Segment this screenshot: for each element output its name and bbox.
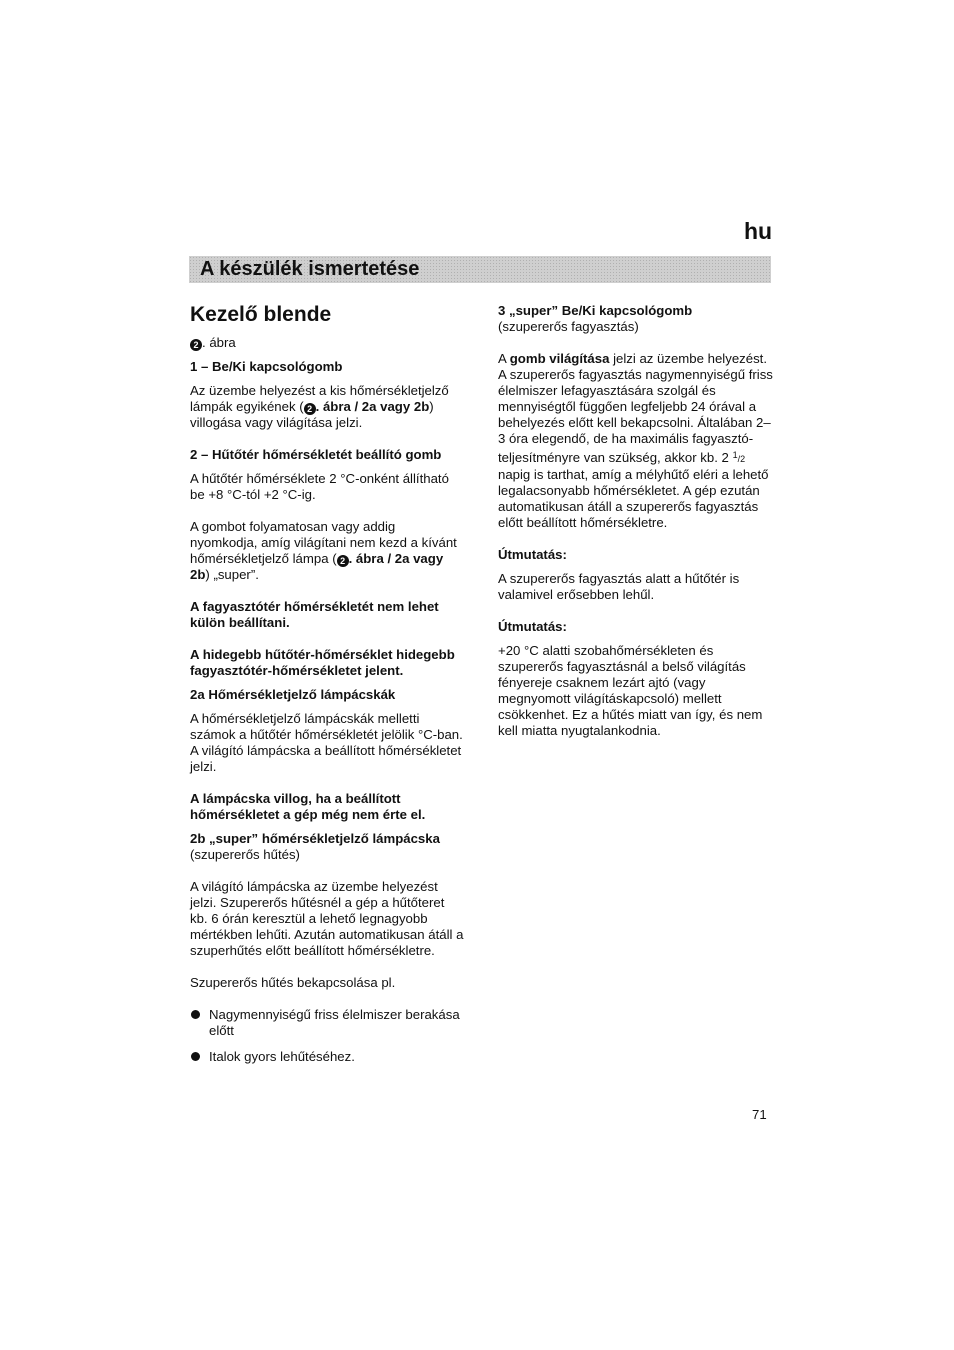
text-run: napig is tarthat, amíg a mélyhűtő eléri a lehető legalacsonyabb hőmérsékletet. A gép ezután automatikusan átáll a szupererős fagyasztás előtt beállított hőmérsékletre. (498, 467, 769, 530)
note-1-title: Útmutatás: (498, 547, 567, 562)
section-1-title: 1 – Be/Ki kapcsológomb (190, 359, 343, 374)
left-column (190, 302, 465, 1075)
note-1-text: A szupererős fagyasztás alatt a hűtőtér is valamivel erősebben lehűl. (498, 571, 740, 602)
text-run-bold: . ábra / 2a vagy 2b (190, 551, 444, 582)
text-run: Az üzembe helyezést a kis hőmérsékletjelző lámpák egyikének ( (190, 383, 449, 414)
right-column (498, 303, 773, 755)
page-number: 71 (752, 1107, 767, 1122)
figure-number-badge: 2 (190, 339, 202, 351)
text-run: A gombot folyamatosan vagy addig nyomkodja, amíg világítani nem kezd a kívánt hőmérsékletjelző lámpa ( (190, 519, 457, 566)
section-2b-title: 2b „super” hőmérsékletjelző lámpácska (190, 831, 440, 846)
fraction (732, 450, 746, 464)
text-run-bold: gomb világítása (509, 351, 610, 366)
section-2b-paragraph-1: A világító lámpácska az üzembe helyezést jelzi. Szupererős hűtésnél a gép a hűtőteret kb. 6 órán keresztül a lehető legnagyobb mértékben lehűti. Azután automatikusan átáll a szuperhűtés előtt beállított hőmérsékletre. (190, 879, 464, 958)
section-2b-paragraph-2: Szupererős hűtés bekapcsolása pl. (190, 975, 396, 990)
section-2-title: 2 – Hűtőtér hőmérsékletét beállító gomb (190, 447, 442, 462)
section-2-paragraph-2 (190, 519, 465, 583)
list-item: Nagymennyiségű friss élelmiszer berakása előtt (190, 1007, 465, 1039)
text-run: jelzi az üzembe helyezést. A szupererős fagyasztás nagymennyiségű friss élelmiszer lefagyasztására szolgál és mennyiségtől függően legfeljebb 24 órával a behelyezés előtt kell bekapcsolni. Általában 2–3 óra elegendő, de ha maximális fagyasztó-teljesítményre van szükség, akkor kb. 2 (498, 351, 773, 465)
section-3-paragraph (498, 351, 773, 531)
section-2-paragraph-1: A hűtőtér hőmérséklete 2 °C-onként állítható be +8 °C-tól +2 °C-ig. (190, 471, 449, 502)
section-title: A készülék ismertetése (200, 258, 420, 280)
section-2b-subtitle: (szupererős hűtés) (190, 847, 300, 862)
text-run: A (498, 351, 510, 366)
list-item: Italok gyors lehűtéséhez. (190, 1049, 465, 1065)
section-2a-paragraph: A hőmérsékletjelző lámpácskák melletti számok a hűtőtér hőmérsékletét jelölik °C-ban. A világító lámpácska a beállított hőmérsékletet jelzi. (190, 711, 463, 774)
section-1-paragraph (190, 383, 465, 431)
page-heading: Kezelő blende (190, 303, 332, 326)
bold-note-2: A hidegebb hűtőtér-hőmérséklet hidegebb fagyasztótér-hőmérsékletet jelent. (190, 647, 455, 678)
figure-number-badge: 2 (304, 403, 316, 415)
text-run-bold: . ábra / 2a vagy 2b (315, 399, 430, 414)
fraction-denominator: /2 (737, 454, 746, 464)
section-header-bar (189, 256, 771, 283)
figure-reference (190, 335, 465, 351)
text-run: ) villogása vagy világítása jelzi. (190, 399, 434, 430)
section-3-subtitle: (szupererős fagyasztás) (498, 319, 639, 334)
note-2-title: Útmutatás: (498, 619, 567, 634)
bold-note-1: A fagyasztótér hőmérsékletét nem lehet külön beállítani. (190, 599, 439, 630)
fraction-numerator: 1 (732, 450, 738, 460)
figure-number-badge: 2 (337, 555, 349, 567)
figure-reference-text: . ábra (202, 335, 236, 350)
language-tag: hu (744, 218, 773, 244)
bold-note-3: A lámpácska villog, ha a beállított hőmérsékletet a gép még nem érte el. (190, 791, 426, 822)
text-run: ) „super”. (205, 567, 259, 582)
section-3-title: 3 „super” Be/Ki kapcsológomb (498, 303, 693, 318)
bullet-list (190, 1007, 465, 1065)
note-2-text: +20 °C alatti szobahőmérsékleten és szupererős fagyasztásnál a belső világítás fényereje csaknem lezárt ajtó (vagy megnyomott világításkapcsoló) mellett csökkenhet. Ez a hűtés miatt van így, és nem kell miatta nyugtalankodnia. (498, 643, 763, 738)
section-2a-title: 2a Hőmérsékletjelző lámpácskák (190, 687, 396, 702)
